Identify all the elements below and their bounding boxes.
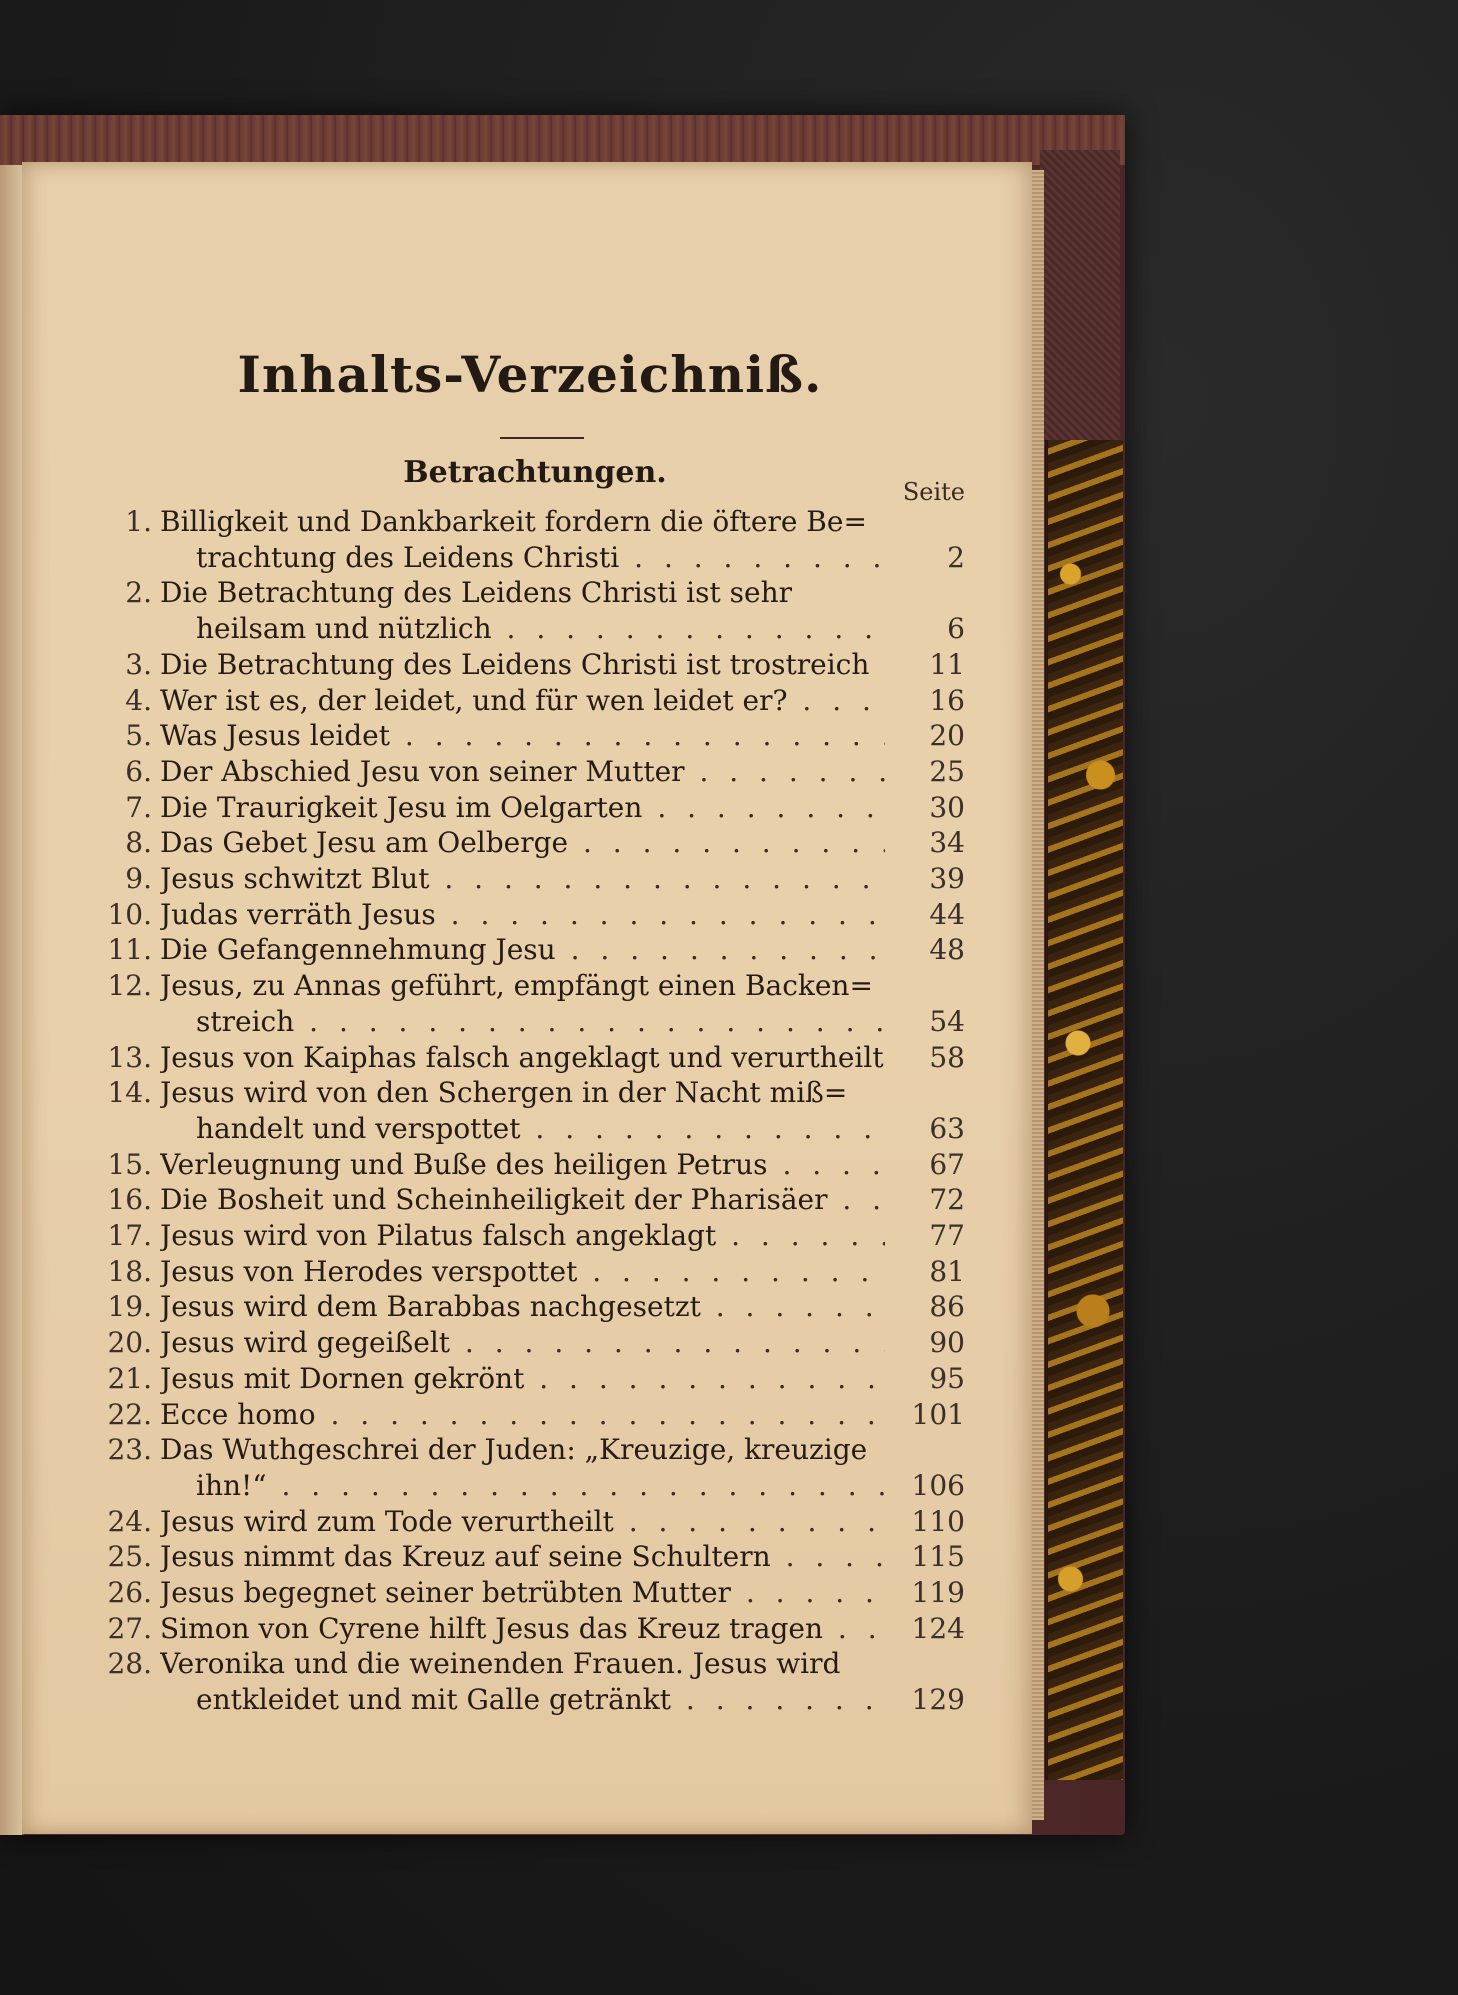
toc-entry-number: 10. <box>107 897 152 931</box>
toc-entry-line <box>92 718 965 754</box>
toc-entry-number: 1. <box>125 505 152 538</box>
toc-entry-title: Ecce homo . . . <box>160 1397 885 1433</box>
toc-entry-title: Jesus wird dem Barabbas nachgesetzt . . . <box>160 1289 885 1325</box>
toc-entry-page: 30 <box>929 790 965 824</box>
toc-entry-number: 7. <box>125 790 152 824</box>
toc-entry-page: 16 <box>929 683 965 717</box>
toc-entry-number: 8. <box>125 826 152 860</box>
toc-entry-title: Das Gebet Jesu am Oelberge . . . <box>160 825 885 861</box>
toc-entry-page: 25 <box>929 754 965 788</box>
toc-entry-title: Simon von Cyrene hilft Jesus das Kreuz tragen . . . <box>160 1611 885 1647</box>
book-cover-top-edge <box>0 115 1125 165</box>
toc-entry-line <box>92 683 965 719</box>
toc-entry-number: 13. <box>107 1040 152 1074</box>
toc-entry-title: Jesus von Herodes verspottet . . . <box>160 1254 885 1290</box>
toc-entry-number: 24. <box>107 1504 152 1538</box>
toc-entry-line <box>92 1182 965 1218</box>
page-column-label: Seite <box>902 478 965 506</box>
toc-entry-line <box>92 932 965 968</box>
page-edges <box>1032 170 1044 1820</box>
toc-entry-number: 26. <box>107 1576 152 1609</box>
toc-entry-page: 101 <box>911 1397 965 1431</box>
toc-entry-page: 54 <box>929 1004 965 1038</box>
toc-entry-page: 129 <box>911 1683 965 1717</box>
toc-entry-title: Jesus begegnet seiner betrübten Mutter . . . <box>160 1575 885 1611</box>
title-divider <box>500 437 584 439</box>
section-heading: Betrachtungen. <box>403 455 667 490</box>
toc-entry-line <box>92 1147 965 1183</box>
toc-entry-title: Jesus von Kaiphas falsch angeklagt und verurtheilt . . . <box>160 1040 885 1076</box>
toc-entry-title: Jesus wird gegeißelt . . . <box>160 1325 885 1361</box>
toc-entry-page: 119 <box>911 1576 965 1609</box>
toc-entry-number: 20. <box>107 1326 152 1360</box>
toc-entry-page: 58 <box>929 1040 965 1074</box>
toc-entry-line <box>92 1004 965 1040</box>
toc-entry-number: 28. <box>107 1647 152 1681</box>
toc-entry-title: Jesus, zu Annas geführt, empfängt einen Backen= <box>160 969 873 1003</box>
toc-entry-number: 15. <box>107 1147 152 1181</box>
toc-entry-page: 44 <box>929 897 965 931</box>
toc-entry-line <box>92 575 965 611</box>
toc-entry-title: Veronika und die weinenden Frauen. Jesus wird <box>160 1647 841 1681</box>
toc-entry-line <box>92 1075 965 1111</box>
toc-entry-line <box>92 790 965 826</box>
toc-entry-line <box>92 1611 965 1647</box>
toc-entry-line <box>92 897 965 933</box>
toc-entry-page: 6 <box>947 612 965 646</box>
toc-entry-line <box>92 754 965 790</box>
toc-entry-line <box>92 611 965 647</box>
toc-entry-line <box>92 968 965 1004</box>
toc-entry-number: 21. <box>107 1361 152 1395</box>
toc-entry-title: Jesus schwitzt Blut . . . <box>160 861 885 897</box>
toc-entry-line <box>92 1218 965 1254</box>
toc-entry-number: 18. <box>107 1254 152 1288</box>
toc-entry-number: 6. <box>125 754 152 788</box>
toc-entry-number: 25. <box>107 1540 152 1574</box>
toc-entry-page: 124 <box>911 1611 965 1645</box>
toc-entry-number: 23. <box>107 1433 152 1467</box>
toc-entry-line <box>92 1539 965 1575</box>
toc-entry-line <box>92 540 965 576</box>
toc-entry-line <box>92 861 965 897</box>
toc-entry-line <box>92 504 965 540</box>
toc-entry-title: heilsam und nützlich . . . <box>196 611 885 647</box>
toc-entry-line <box>92 1432 965 1468</box>
left-facing-page <box>0 165 24 1835</box>
toc-entry-page: 39 <box>929 862 965 895</box>
toc-entry-number: 14. <box>107 1076 152 1110</box>
toc-entry-page: 48 <box>929 933 965 967</box>
toc-entry-number: 5. <box>125 719 152 753</box>
toc-entry-number: 27. <box>107 1611 152 1645</box>
toc-entry-number: 3. <box>125 647 152 681</box>
book-cover-cloth <box>1040 150 1120 450</box>
toc-entry-title: Jesus nimmt das Kreuz auf seine Schultern . . . <box>160 1539 885 1575</box>
toc-entry-page: 106 <box>911 1468 965 1502</box>
toc-entry-line <box>92 1361 965 1397</box>
toc-entry-line <box>92 1040 965 1076</box>
toc-entry-title: entkleidet und mit Galle getränkt . . . <box>196 1682 885 1718</box>
toc-entry-page: 115 <box>911 1540 965 1574</box>
toc-entry-title: Jesus wird zum Tode verurtheilt . . . <box>160 1504 885 1540</box>
toc-entry-title: Judas verräth Jesus . . . <box>160 897 885 933</box>
toc-entry-line <box>92 1111 965 1147</box>
toc-entry-number: 12. <box>107 969 152 1003</box>
toc-entry-line <box>92 1575 965 1611</box>
toc-entry-line <box>92 1254 965 1290</box>
toc-entry-title: ihn!“ . . . <box>196 1468 885 1504</box>
toc-entry-number: 9. <box>125 862 152 895</box>
toc-entry-page: 77 <box>929 1219 965 1252</box>
toc-entry-title: Jesus mit Dornen gekrönt . . . <box>160 1361 885 1397</box>
toc-entry-number: 19. <box>107 1290 152 1324</box>
toc-entry-page: 2 <box>947 540 965 574</box>
toc-entry-line <box>92 1325 965 1361</box>
toc-entry-line <box>92 1397 965 1433</box>
toc-entry-page: 86 <box>929 1290 965 1324</box>
toc-entry-title: trachtung des Leidens Christi . . . <box>196 540 885 576</box>
toc-entry-title: Die Traurigkeit Jesu im Oelgarten . . . <box>160 790 885 826</box>
toc-entry-page: 63 <box>929 1111 965 1145</box>
toc-entry-title: Die Bosheit und Scheinheiligkeit der Pharisäer . . . <box>160 1182 885 1218</box>
toc-entry-line <box>92 1682 965 1718</box>
toc-entry-title: streich . . . <box>196 1004 885 1040</box>
toc-entry-page: 110 <box>911 1504 965 1538</box>
toc-entry-title: Die Gefangennehmung Jesu . . . <box>160 932 885 968</box>
toc-entry-number: 2. <box>125 576 152 610</box>
toc-entry-page: 67 <box>929 1147 965 1181</box>
toc-entry-title: Der Abschied Jesu von seiner Mutter . . . <box>160 754 885 790</box>
page-title: Inhalts-Verzeichniß. <box>237 345 823 404</box>
toc-entry-page: 11 <box>929 647 965 681</box>
toc-entry-line <box>92 1646 965 1682</box>
toc-entry-page: 81 <box>929 1254 965 1288</box>
toc-entry-page: 90 <box>929 1326 965 1360</box>
toc-entry-number: 16. <box>107 1183 152 1217</box>
toc-entry-title: Die Betrachtung des Leidens Christi ist trostreich . . . <box>160 647 885 683</box>
toc-entry-line <box>92 647 965 683</box>
toc-entry-page: 72 <box>929 1183 965 1217</box>
toc-entry-title: Das Wuthgeschrei der Juden: „Kreuzige, kreuzige <box>160 1433 868 1467</box>
toc-entry-title: handelt und verspottet . . . <box>196 1111 885 1147</box>
toc-entry-page: 95 <box>929 1361 965 1395</box>
toc-entry-page: 20 <box>929 719 965 753</box>
toc-entry-title: Wer ist es, der leidet, und für wen leidet er? . . . <box>160 683 885 719</box>
toc-entry-title: Billigkeit und Dankbarkeit fordern die öftere Be= <box>160 505 867 538</box>
toc-entry-line <box>92 1504 965 1540</box>
toc-entry-line <box>92 825 965 861</box>
toc-entry-number: 11. <box>107 933 152 967</box>
toc-entry-page: 34 <box>929 826 965 860</box>
toc-entry-number: 22. <box>107 1397 152 1431</box>
toc-entry-title: Jesus wird von Pilatus falsch angeklagt . . . <box>160 1218 885 1254</box>
marbled-endpaper <box>1045 440 1123 1780</box>
toc-entry-title: Was Jesus leidet . . . <box>160 718 885 754</box>
toc-entry-number: 4. <box>125 683 152 717</box>
toc-entry-line <box>92 1468 965 1504</box>
toc-entry-number: 17. <box>107 1219 152 1252</box>
toc-entry-title: Die Betrachtung des Leidens Christi ist sehr <box>160 576 792 610</box>
toc-entry-title: Jesus wird von den Schergen in der Nacht miß= <box>160 1076 848 1110</box>
toc-entry-line <box>92 1289 965 1325</box>
toc-entry-title: Verleugnung und Buße des heiligen Petrus . . . <box>160 1147 885 1183</box>
